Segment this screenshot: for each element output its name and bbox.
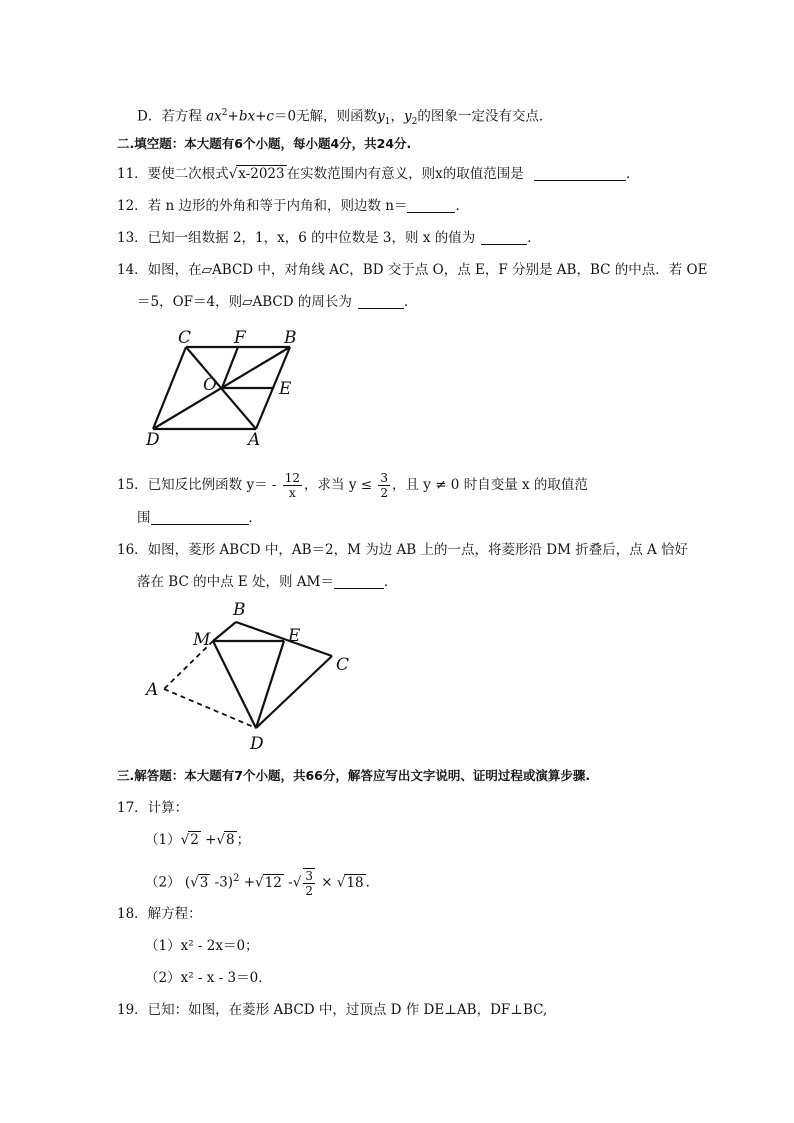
label-a: A [146,680,159,700]
q11-suffix: 在实数范围内有意义，则x的取值范围是 [286,166,524,182]
label-c: C [178,328,192,348]
q13: 13．已知一组数据 2，1，x，6 的中位数是 3，则 x 的值为 ． [117,230,541,246]
section2-heading: 二.填空题：本大题有6个小题，每小题4分，共24分. [117,136,412,151]
q17-part2: （2） (√3 -3)$^2$ +√12 -√ $\frac{3}{2}$ × √18 ． [145,869,380,898]
q15-fraction-3-over-2: $\frac{3}{2}$ [380,471,388,500]
q15-fraction-12-over-x: $\frac{12}{x}$ [284,471,301,500]
label-b: B [233,600,246,620]
q15-p1: 15．已知反比例函数 y＝ - [117,477,277,493]
section3-heading: 三.解答题：本大题有7个小题，共66分，解答应写出文字说明、证明过程或演算步骤. [117,768,591,783]
q15-p3: ，且 y ≠ 0 时自变量 x 的取值范 [392,477,588,493]
label-e: E [279,379,292,399]
q14-answer-blank [358,294,404,309]
label-o: O [203,375,217,395]
q15-p2: ，求当 y ≤ [304,477,373,493]
q15-line1 [117,468,588,502]
figure-parallelogram [140,322,340,452]
side-bc [236,622,332,656]
q17-s2-r3: 18 [346,874,364,891]
label-c: C [336,655,350,675]
q10-d-prefix: D．若方程 [137,108,207,125]
q11: 11．要使二次根式√x-2023 在实数范围内有意义，则x的取值范围是 ． [117,166,640,182]
q14-line2: ＝5，OF＝4，则▱ABCD 的周长为 ． [137,294,418,310]
q15-answer-blank [151,510,249,525]
q12: 12．若 n 边形的外角和等于内角和，则边数 n＝ ． [117,198,469,214]
q15-line2: 围 ． [137,510,262,526]
q17-s2-fraction: $\frac{3}{2}$ [305,869,313,898]
q10-d-suffix: 的图象一定没有交点． [417,108,553,125]
q11-answer-blank [534,166,626,181]
line-md [213,641,256,728]
label-d: D [250,734,264,753]
q17-s2-r1: 3 [199,874,209,891]
q17-s2-r2: 12 [264,874,282,891]
q13-text: 13．已知一组数据 2，1，x，6 的中位数是 3，则 x 的值为 [117,230,476,246]
label-e: E [288,626,301,646]
q17-part1: （1）√2 +√8 ； [145,832,251,848]
q17-s1-r1: 2 [190,832,199,848]
side-dc [153,347,186,429]
q17-s1-r2: 8 [226,832,235,848]
label-a: A [248,430,261,450]
q16-line2-text: 落在 BC 的中点 E 处，则 AM＝ [137,574,334,590]
q13-answer-blank [481,230,527,245]
side-mb [213,622,236,641]
q18-title: 18．解方程： [117,906,202,922]
q19: 19．已知：如图，在菱形 ABCD 中，过顶点 D 作 DE⊥AB，DF⊥BC, [117,1002,548,1018]
label-d: D [146,430,160,450]
label-b: B [284,328,297,348]
q14-line1: 14．如图，在▱ABCD 中，对角线 AC，BD 交于点 O，点 E，F 分别是 AB，BC 的中点．若 OE [117,262,708,278]
q12-text: 12．若 n 边形的外角和等于内角和，则边数 n＝ [117,198,408,214]
q15-line2-text: 围 [137,510,151,526]
figure-rhombus-fold [138,598,368,753]
q10-d-mid: ＝0无解，则函数 [273,108,378,125]
q11-prefix: 11．要使二次根式 [117,166,229,182]
q16-line2: 落在 BC 的中点 E 处，则 AM＝ ． [137,574,398,590]
label-m: M [193,630,211,650]
q17-title: 17．计算： [117,800,189,816]
q12-answer-blank [407,198,455,213]
q10-option-d: D．若方程 $ax^2+bx+c=0$无解，则函数$y_1$，$y_2$的图象一定没有交点． [137,108,553,128]
q16-answer-blank [334,574,384,589]
q11-radicand: x-2023 [238,166,285,182]
label-f: F [234,328,246,348]
q18-part2: （2）x² - x - 3＝0． [145,970,272,986]
q14-line2-text: ＝5，OF＝4，则▱ABCD 的周长为 [137,294,352,310]
q18-part1: （1）x² - 2x＝0； [145,938,259,954]
q16-line1: 16．如图，菱形 ABCD 中，AB＝2，M 为边 AB 上的一点，将菱形沿 DM 折叠后，点 A 恰好 [117,542,689,558]
dashed-ad [164,689,256,728]
